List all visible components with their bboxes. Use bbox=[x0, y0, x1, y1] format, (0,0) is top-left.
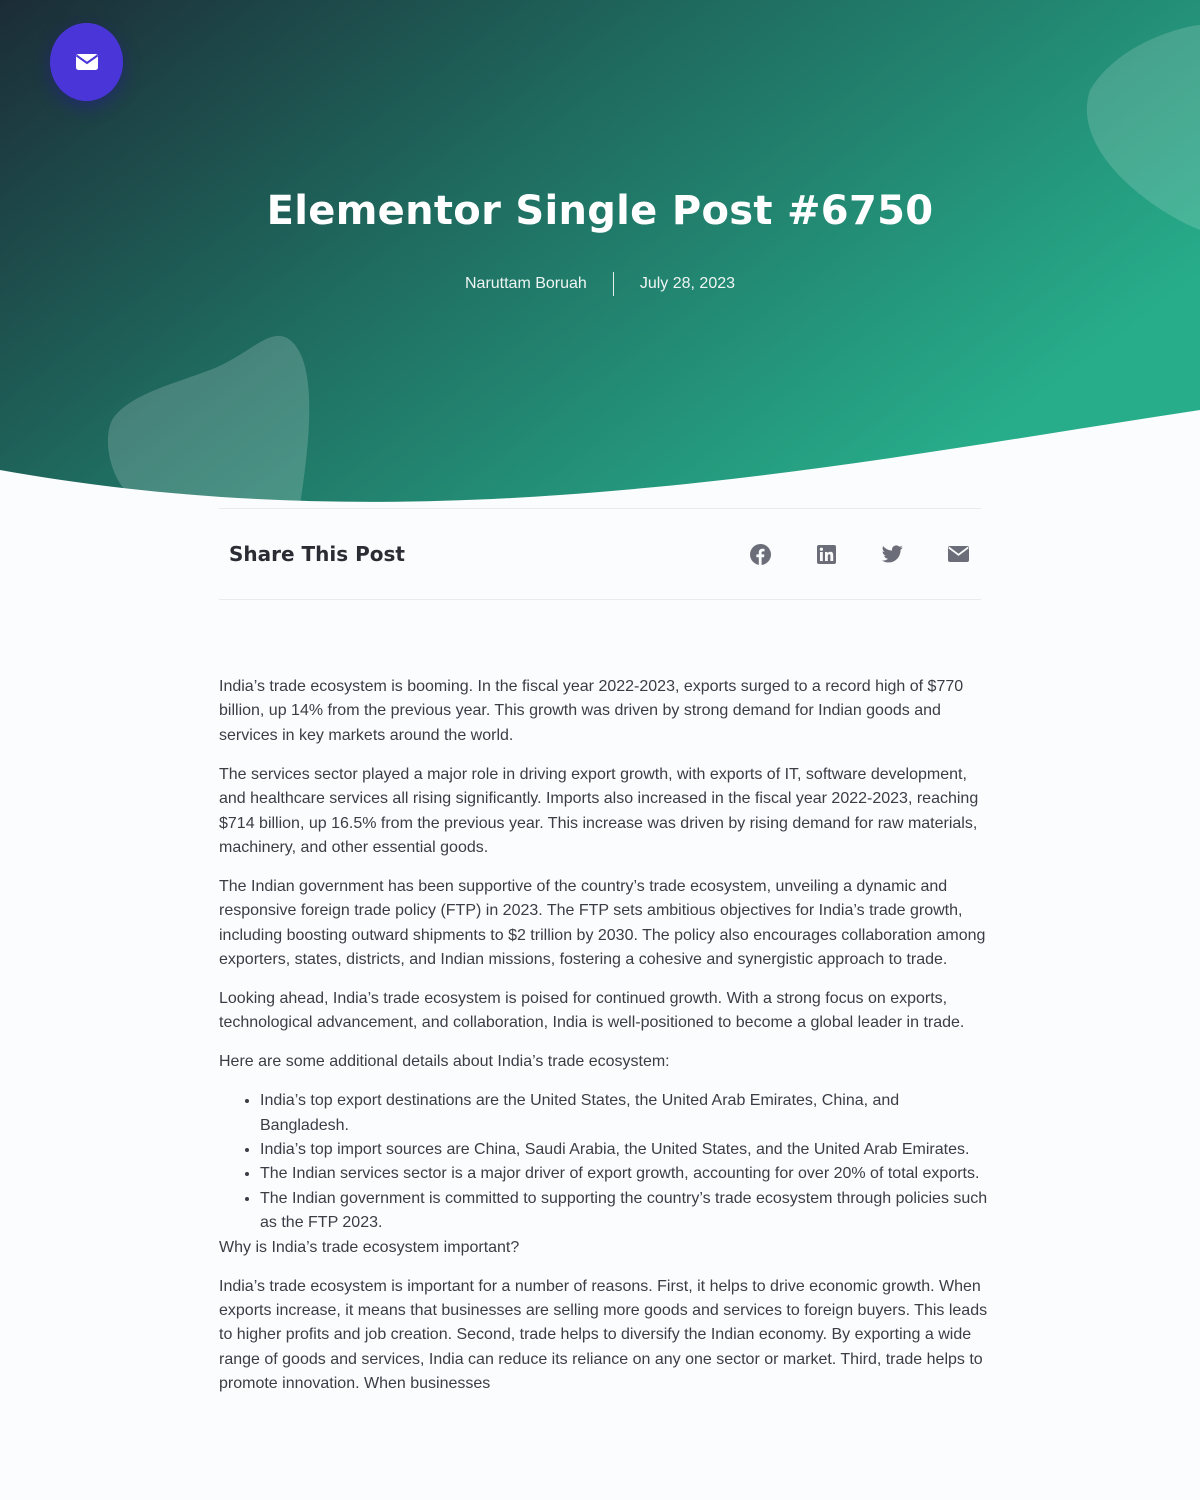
list-item: • The Indian government is committed to supporting the country’s trade ecosystem through policies such as the FTP 2023. bbox=[260, 1187, 989, 1236]
hero-banner bbox=[0, 0, 1200, 510]
paragraph: India’s trade ecosystem is important for a number of reasons. First, it helps to drive economic growth. When exports increase, it means that businesses are selling more goods and services to foreign buyers. This leads to higher profits and job creation. Second, trade helps to diversify the Indian economy. By exporting a wide range of goods and services, India can reduce its reliance on any one sector or market. Third, trade helps to promote innovation. When businesses bbox=[219, 1277, 988, 1393]
list-item: • India’s top export destinations are the United States, the United Arab Emirates, China, and Bangladesh. bbox=[260, 1089, 989, 1138]
paragraph: The services sector played a major role in driving export growth, with exports of IT, software development, and healthcare services all rising significantly. Imports also increased in the fiscal year 2022-2023, reaching $714 billion, up 16.5% from the previous year. This increase was driven by rising demand for raw materials, machinery, and other essential goods. bbox=[219, 765, 979, 856]
list-item: • The Indian services sector is a major driver of export growth, accounting for over 20% of total exports. bbox=[260, 1162, 989, 1186]
section-question: Why is India’s trade ecosystem important? bbox=[219, 1238, 520, 1256]
contact-email-button[interactable] bbox=[50, 23, 123, 101]
paragraph: India’s trade ecosystem is booming. In the fiscal year 2022-2023, exports surged to a record high of $770 billion, up 14% from the previous year. This growth was driven by strong demand for Indian goods and services in key markets around the world. bbox=[219, 678, 964, 744]
post-content bbox=[219, 675, 989, 1411]
post-meta bbox=[0, 272, 1200, 296]
linkedin-icon[interactable] bbox=[815, 543, 837, 565]
share-icons bbox=[705, 543, 969, 565]
list-item: • India’s top import sources are China, Saudi Arabia, the United States, and the United Arab Emirates. bbox=[260, 1138, 989, 1162]
post-author[interactable]: Naruttam Boruah bbox=[464, 275, 587, 292]
share-bar bbox=[219, 508, 981, 600]
envelope-icon bbox=[75, 53, 99, 71]
post-title: Elementor Single Post #6750 bbox=[266, 188, 934, 234]
paragraph: Looking ahead, India’s trade ecosystem is poised for continued growth. With a strong focus on exports, technological advancement, and collaboration, India is well-positioned to become a global leader in trade. bbox=[219, 989, 965, 1032]
paragraph: The Indian government has been supportive of the country’s trade ecosystem, unveiling a dynamic and responsive foreign trade policy (FTP) in 2023. The FTP sets ambitious objectives for India’s trade growth, including boosting outward shipments to $2 trillion by 2030. The policy also encourages collaboration among exporters, states, districts, and Indian missions, fostering a cohesive and synergistic approach to trade. bbox=[219, 877, 986, 969]
twitter-icon[interactable] bbox=[881, 543, 903, 565]
post-date: July 28, 2023 bbox=[639, 275, 736, 292]
meta-divider bbox=[613, 272, 614, 296]
share-title: Share This Post bbox=[229, 542, 405, 566]
paragraph: Here are some additional details about India’s trade ecosystem: bbox=[219, 1053, 670, 1071]
hero-background bbox=[0, 0, 1200, 510]
facebook-icon[interactable] bbox=[749, 543, 771, 565]
details-list bbox=[219, 1089, 989, 1235]
envelope-icon[interactable] bbox=[947, 543, 969, 565]
